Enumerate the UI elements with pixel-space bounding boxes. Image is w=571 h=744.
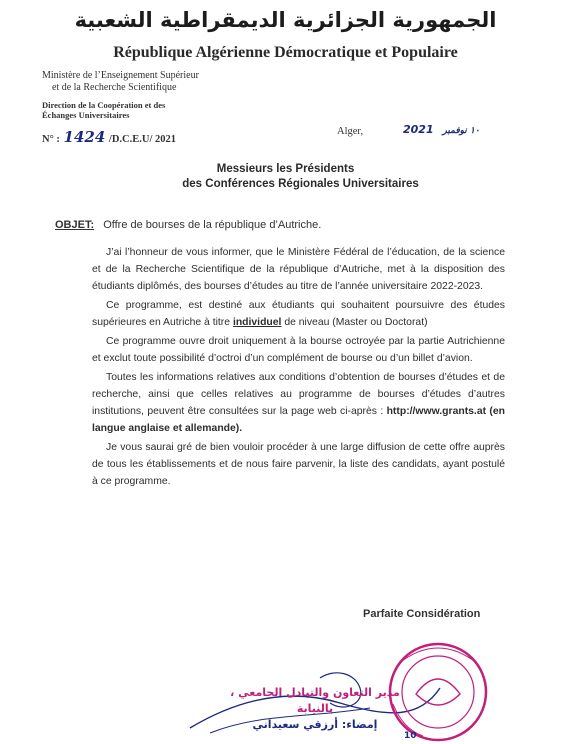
paragraph-2-text-a: Ce programme, est destiné aux étudiants qui souhaitent poursuivre des études supérieures en Autriche à titre	[92, 300, 505, 328]
french-republic-title: République Algérienne Démocratique et Populaire	[113, 44, 458, 61]
arabic-republic-title: الجمهورية الجزائرية الديمقراطية الشعبية	[74, 8, 497, 32]
subject-text: Offre de bourses de la république d’Autriche.	[103, 219, 322, 231]
signature-block	[215, 685, 415, 733]
direction-line-1: Direction de la Coopération et des	[42, 100, 166, 110]
subject-line	[55, 219, 321, 231]
paragraph-4-text: Toutes les informations relatives aux conditions d’obtention de bourses d’études et de recherche, ainsi que celles relatives au programme de bourses d’études d’autres institutions, peuvent être consultées sur la page web ci-après :	[92, 372, 505, 417]
closing-formula: Parfaite Considération	[363, 608, 481, 620]
ministry-line-1: Ministère de l’Enseignement Supérieur	[42, 70, 199, 81]
paragraph-5-text: Je vous saurai gré de bien vouloir procéder à une large diffusion de cette offre auprès de tous les établissements et de nous faire parvenir, la liste des candidats, ayant postulé à ce programme.	[92, 442, 505, 487]
reference-suffix: /D.C.E.U/ 2021	[108, 134, 176, 145]
ministry-line-2: et de la Recherche Scientifique	[52, 82, 177, 93]
addressee-block	[0, 162, 571, 192]
ministry-block	[42, 70, 199, 94]
paragraph-3-text: Ce programme ouvre droit uniquement à la bourse octroyée par la partie Autrichienne et exclut toute possibilité d’octroi d’un complément de bourse ou d’un billet d’avion.	[92, 336, 505, 364]
paragraph-2-text-b: de niveau (Master ou Doctorat)	[281, 317, 428, 328]
signature-name: إمضاء: أرزقي سعيداني	[252, 718, 378, 731]
addressee-line-2: des Conférences Régionales Universitaires	[182, 178, 419, 190]
place-label: Alger,	[337, 126, 364, 137]
grants-link[interactable]: http://www.grants.at (en langue anglaise et allemande).	[92, 406, 505, 434]
paragraph-3	[92, 333, 505, 367]
subject-label: OBJET:	[55, 219, 95, 231]
paragraph-4	[92, 369, 505, 437]
direction-block	[42, 100, 165, 120]
addressee-line-1: Messieurs les Présidents	[216, 163, 355, 175]
paragraph-2	[92, 297, 505, 331]
stamp-number: 10	[404, 731, 417, 741]
reference-prefix: N° :	[42, 134, 60, 145]
date-arabic: ١٠ نوفمبر	[442, 126, 480, 136]
reference-number	[42, 128, 176, 146]
paragraph-1-text: J’ai l’honneur de vous informer, que le Ministère Fédéral de l’éducation, de la science et de la Recherche Scientifique de la république d’Autriche, met à la disposition des étudiants diplômés, des bourses d’études au titre de l’année universitaire 2022-2023.	[92, 247, 505, 292]
signature-title: مدير التعاون والتبادل الجامعي ، بالنيابة	[230, 686, 400, 715]
date-year: 2021	[403, 123, 434, 136]
paragraph-2-emphasis: individuel	[232, 317, 282, 328]
letter-body	[92, 244, 505, 492]
reference-handwritten-number: 1424	[63, 128, 106, 146]
handwritten-date	[403, 123, 480, 136]
direction-line-2: Échanges Universitaires	[42, 110, 130, 120]
paragraph-5	[92, 439, 505, 490]
paragraph-1	[92, 244, 505, 295]
